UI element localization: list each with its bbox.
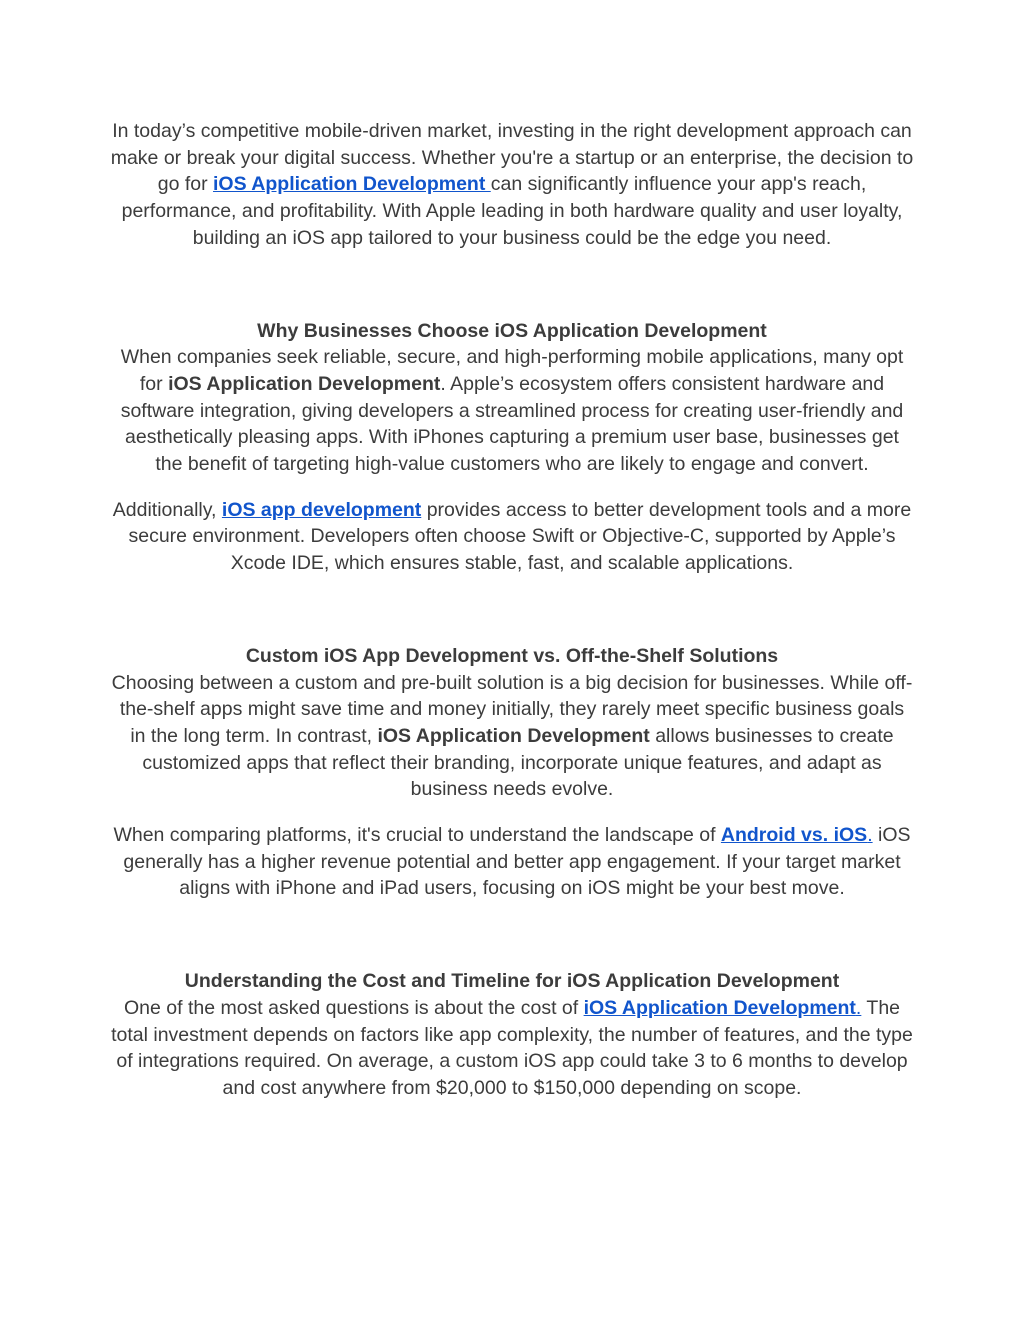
- ios-application-development-link[interactable]: iOS Application Development: [213, 173, 491, 196]
- cost-p1-text-2: The total investment depends on factors like app complexity, the number of features, and the type of integrations required. On average, a custom iOS app could take 3 to 6 months to develop and cost anywhere from $20,000 to $150,000 depending on scope.: [111, 996, 913, 1099]
- intro-text-1: In today’s competitive mobile-driven market, investing in the right development approach can make or break your digital success. Whether you're a startup or an enterprise, the decision to go for: [110, 120, 914, 196]
- ios-app-development-link[interactable]: iOS app development: [221, 498, 422, 521]
- why-p1-text-1: When companies seek reliable, secure, and high-performing mobile applications, many opt for: [120, 346, 904, 395]
- cost-ios-application-development-link[interactable]: [584, 997, 862, 1019]
- paragraph-spacer: [110, 478, 914, 497]
- cost-heading: Understanding the Cost and Timeline for iOS Application Development: [184, 970, 840, 993]
- why-p2-text-2: provides access to better development tools and a more secure environment. Developers often choose Swift or Objective-C, supported by Apple’s Xcode IDE, which ensures stable, fast, and scalable applications.: [128, 498, 912, 575]
- android-vs-ios-link[interactable]: [721, 824, 873, 846]
- intro-text-2: can significantly influence your app's reach, performance, and profitability. With Apple leading in both hardware quality and user loyalty, building an iOS app tailored to your business could be the edge you need.: [121, 173, 903, 249]
- cost-paragraph-1: [110, 995, 914, 1102]
- cost-link-text: iOS Application Development: [583, 996, 856, 1019]
- cost-p1-text-1: One of the most asked questions is about the cost of: [123, 996, 584, 1019]
- intro-paragraph: [110, 118, 914, 252]
- custom-p1-text-2: allows businesses to create customized apps that reflect their branding, incorporate unique features, and adapt as business needs evolve.: [142, 724, 894, 801]
- custom-paragraph-2: [110, 822, 914, 902]
- section-spacer: [110, 902, 914, 968]
- why-paragraph-1: [110, 344, 914, 478]
- why-heading: Why Businesses Choose iOS Application Development: [257, 319, 767, 342]
- cost-link-dot: .: [855, 996, 862, 1019]
- section-spacer: [110, 577, 914, 643]
- why-p1-text-2: . Apple’s ecosystem offers consistent hardware and software integration, giving developers a streamlined process for creating user-friendly and aesthetically pleasing apps. With iPhones capturing a premium user base, businesses get the benefit of targeting high-value customers who are likely to engage and convert.: [120, 372, 904, 476]
- paragraph-spacer: [110, 803, 914, 822]
- custom-heading: Custom iOS App Development vs. Off-the-Shelf Solutions: [245, 644, 779, 667]
- custom-p1-bold: iOS Application Development: [377, 724, 650, 747]
- custom-p2-text-1: When comparing platforms, it's crucial to understand the landscape of: [113, 824, 721, 847]
- why-p2-text-1: Additionally,: [112, 498, 222, 521]
- document-page: [110, 118, 914, 1102]
- android-vs-ios-link-dot: .: [867, 824, 873, 847]
- section-spacer: [110, 252, 914, 318]
- why-p1-bold: iOS Application Development: [168, 372, 441, 395]
- custom-paragraph-1: [110, 670, 914, 804]
- custom-p2-text-2: iOS generally has a higher revenue potential and better app engagement. If your target market aligns with iPhone and iPad users, focusing on iOS might be your best move.: [123, 824, 911, 900]
- android-vs-ios-link-text: Android vs. iOS: [720, 824, 868, 847]
- custom-p1-text-1: Choosing between a custom and pre-built solution is a big decision for businesses. While off-the-shelf apps might save time and money initially, they rarely meet specific business goals in the long term. In contrast,: [111, 671, 913, 747]
- why-paragraph-2: [110, 497, 914, 577]
